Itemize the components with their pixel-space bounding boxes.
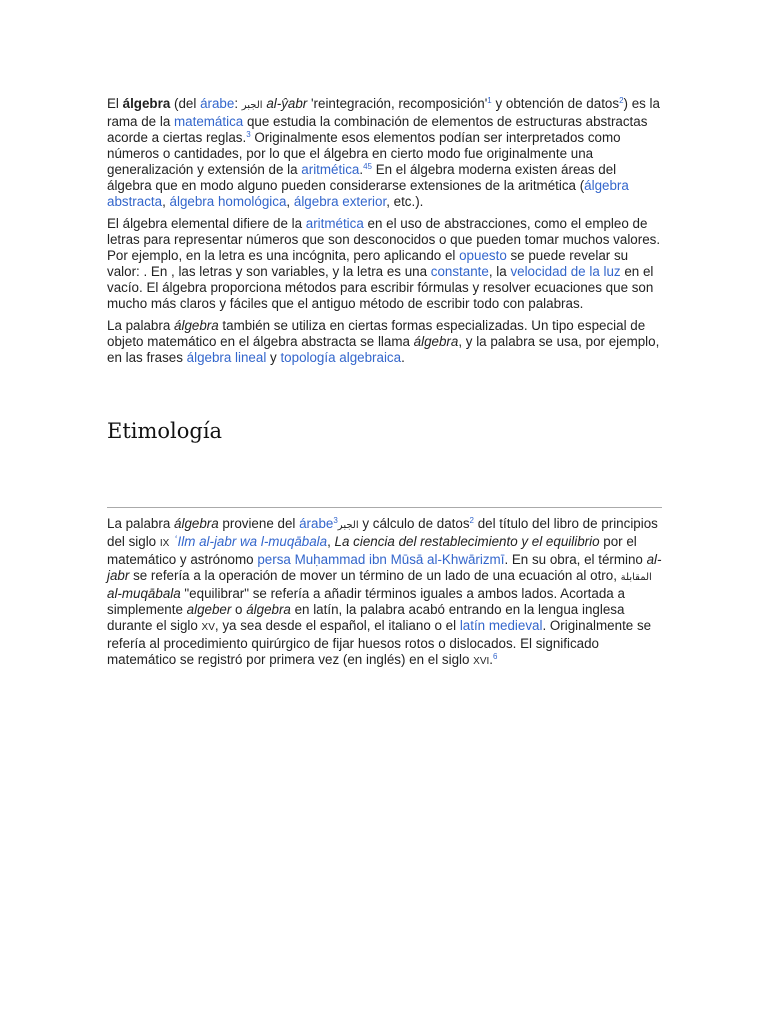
text: se puede revelar su valor: . En , las letras y son variables, y la letra es una: [107, 248, 629, 279]
term-algebra: álgebra: [122, 96, 171, 111]
intro-paragraph-3: [107, 318, 663, 366]
link-algebra-abstracta[interactable]: álgebra abstracta: [107, 178, 629, 209]
text: La palabra: [107, 516, 175, 531]
footnote-ref-2[interactable]: 2: [469, 516, 474, 525]
century-xvi: XVI: [473, 656, 490, 667]
text: y obtención de datos: [491, 96, 620, 111]
link-latin-medieval[interactable]: latín medieval: [459, 618, 543, 633]
century-ix: IX: [159, 538, 170, 549]
link-opuesto[interactable]: opuesto: [459, 248, 507, 263]
link-algebra-lineal[interactable]: álgebra lineal: [186, 350, 267, 365]
link-aritmetica-2[interactable]: aritmética: [305, 216, 364, 231]
link-constante[interactable]: constante: [430, 264, 489, 279]
century-xv: XV: [201, 622, 215, 633]
link-topologia-algebraica[interactable]: topología algebraica: [280, 350, 402, 365]
footnote-ref-45[interactable]: 45: [363, 162, 372, 171]
link-arabe[interactable]: árabe: [200, 96, 235, 111]
section-divider: [107, 507, 662, 508]
term-al-jabr: al-jabr: [107, 552, 662, 583]
link-matematica[interactable]: matemática: [174, 114, 244, 129]
text: . Originalmente se refería al procedimiento quirúrgico de fijar huesos rotos o dislocados. El significado matemático se registró por primera vez (en inglés) en el siglo: [107, 618, 652, 667]
text: En el álgebra moderna existen áreas del álgebra que en modo alguno pueden considerarse extensiones de la aritmética (: [107, 162, 617, 193]
footnote-ref-2[interactable]: 2: [619, 96, 624, 105]
term-algebra-italic-2: álgebra: [413, 334, 459, 349]
text: , y la palabra se usa, por ejemplo, en las frases: [107, 334, 660, 365]
intro-paragraph-2: [107, 216, 663, 312]
text: Originalmente esos elementos podían ser interpretados como números o cantidades, por lo que el álgebra en cierto modo fue originalmente una generalización y extensión de la: [107, 130, 621, 177]
text: , ya sea desde el español, el italiano o el: [214, 618, 460, 633]
text: ,: [327, 534, 335, 549]
text: en el vacío. El álgebra proporciona métodos para escribir fórmulas y resolver ecuaciones que son mucho más claros y fáciles que el antiguo método de escribir todo con palabras.: [107, 264, 654, 311]
text: .: [401, 350, 405, 365]
footnote-ref-3[interactable]: 3: [246, 130, 251, 139]
section-heading-etimologia: Etimología: [107, 419, 223, 443]
text: ) es la rama de la: [107, 96, 660, 129]
intro-paragraph-1: [107, 96, 663, 210]
text: .: [489, 652, 494, 667]
intro-section: [107, 96, 663, 372]
text: . En su obra, el término: [504, 552, 647, 567]
footnote-ref-1[interactable]: 1: [487, 96, 492, 105]
term-algeber: algeber: [186, 602, 232, 617]
footnote-ref-6[interactable]: 6: [493, 652, 498, 661]
term-al-yabr: al-ŷabr: [266, 96, 308, 111]
link-persa[interactable]: persa: [257, 552, 291, 567]
text: (del: [170, 96, 201, 111]
text: en latín, la palabra acabó entrando en la lengua inglesa durante el siglo: [107, 602, 625, 633]
term-algebra-italic: álgebra: [174, 318, 219, 333]
text: también se utiliza en ciertas formas especializadas. Un tipo especial de objeto matemático en el álgebra abstracta se llama: [107, 318, 646, 349]
text: del título del libro de principios del siglo: [107, 516, 658, 549]
text: o: [231, 602, 247, 617]
link-velocidad-luz[interactable]: velocidad de la luz: [510, 264, 621, 279]
arabic-word-2: المقابلة: [620, 572, 652, 583]
text: y cálculo de datos: [358, 516, 470, 531]
etimologia-paragraph: [107, 516, 663, 670]
term-algebra-italic: álgebra: [174, 516, 219, 531]
text: por el matemático y astrónomo: [107, 534, 637, 567]
link-arabe[interactable]: árabe: [299, 516, 334, 531]
text: La palabra: [107, 318, 175, 333]
link-ilm-al-jabr[interactable]: ʿIlm al-jabr wa l-muqābala: [173, 534, 328, 549]
footnote-ref-3[interactable]: 3: [333, 516, 338, 525]
link-al-khwarizmi[interactable]: Muḥammad ibn Mūsā al-Khwārizmī: [294, 552, 505, 567]
text: en el uso de abstracciones, como el empleo de letras para representar números que son desconocidos o que pueden tomar muchos valores. Por ejemplo, en la letra es una incógnita, pero aplicando el: [107, 216, 661, 263]
text: , la: [488, 264, 511, 279]
text: :: [234, 96, 242, 111]
link-algebra-homologica[interactable]: álgebra homológica: [169, 194, 287, 209]
text: ,: [162, 194, 170, 209]
text: 'reintegración, recomposición': [307, 96, 488, 111]
text: , etc.).: [386, 194, 424, 209]
text: "equilibrar" se refería a añadir términos iguales a ambos lados. Acortada a simplemente: [107, 586, 625, 617]
term-al-muqabala: al-muqābala: [107, 586, 181, 601]
text: que estudia la combinación de elementos de estructuras abstractas acorde a ciertas reglas.: [107, 114, 648, 145]
text: proviene del: [218, 516, 300, 531]
text: El álgebra elemental difiere de la: [107, 216, 306, 231]
term-algebra-italic-2: álgebra: [246, 602, 291, 617]
text: El: [107, 96, 123, 111]
arabic-word: الجبر: [241, 100, 263, 111]
etimologia-section: [107, 516, 663, 676]
text: .: [359, 162, 364, 177]
link-aritmetica[interactable]: aritmética: [301, 162, 360, 177]
text: se refería a la operación de mover un término de un lado de una ecuación al otro,: [129, 568, 621, 583]
text: y: [266, 350, 281, 365]
book-title-translation: La ciencia del restablecimiento y el equilibrio: [334, 534, 600, 549]
link-algebra-exterior[interactable]: álgebra exterior: [293, 194, 387, 209]
text: ,: [286, 194, 294, 209]
arabic-word: الجبر: [337, 520, 359, 531]
